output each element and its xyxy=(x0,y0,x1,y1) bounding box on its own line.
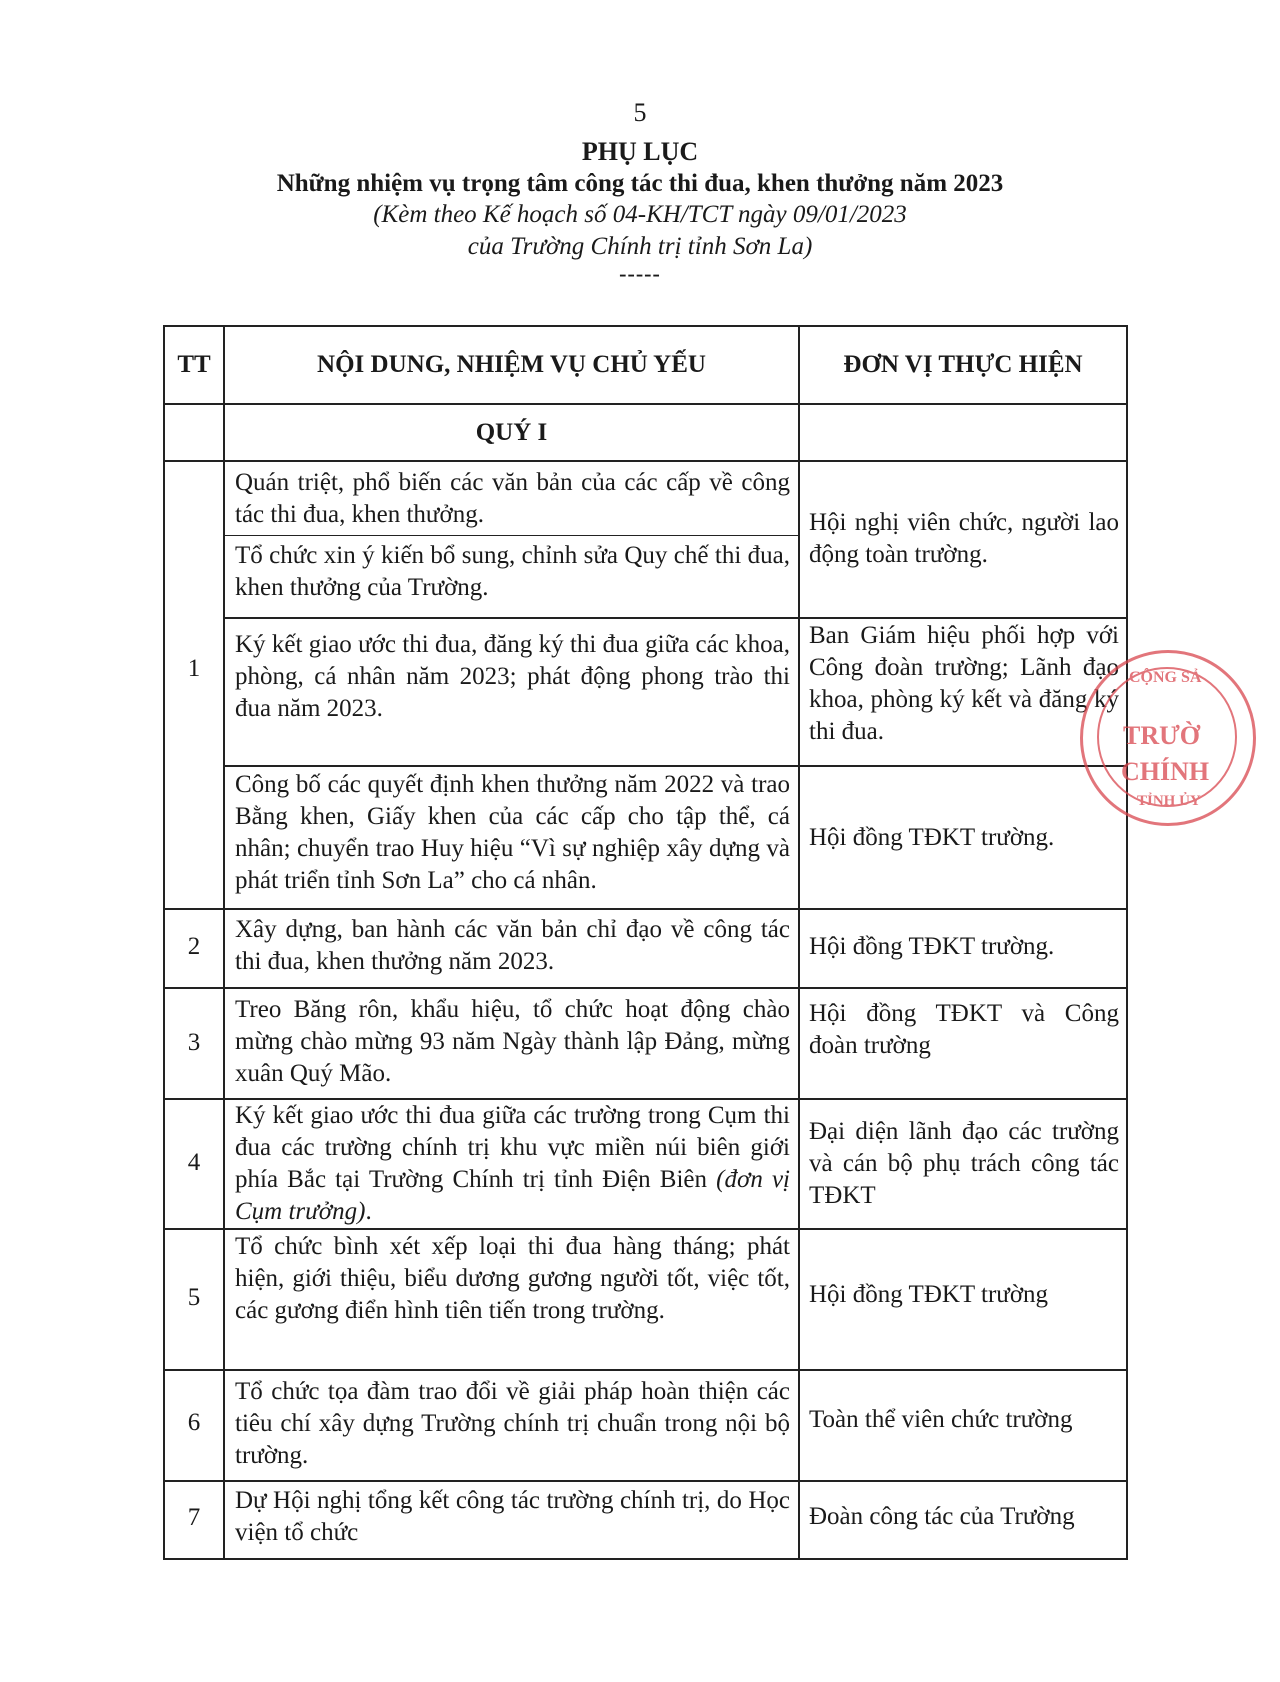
row-1-task-2: Tổ chức xin ý kiến bổ sung, chỉnh sửa Quy chế thi đua, khen thưởng của Trường. xyxy=(235,542,790,601)
stamp-arc-top: CỘNG SẢ xyxy=(1129,669,1202,686)
row-7-task: Dự Hội nghị tổng kết công tác trường chính trị, do Học viện tổ chức xyxy=(235,1487,790,1546)
stamp-line-1: TRƯỜ xyxy=(1123,721,1201,750)
row-2-task: Xây dựng, ban hành các văn bản chỉ đạo về công tác thi đua, khen thưởng năm 2023. xyxy=(235,916,790,975)
row-1-task-3: Ký kết giao ước thi đua, đăng ký thi đua giữa các khoa, phòng, cá nhân năm 2023; phát động phong trào thi đua năm 2023. xyxy=(235,631,790,722)
attachment-line-1: (Kèm theo Kế hoạch số 04-KH/TCT ngày 09/01/2023 xyxy=(373,201,907,228)
row-4-unit: Đại diện lãnh đạo các trường và cán bộ phụ trách công tác TĐKT xyxy=(809,1118,1119,1209)
section-label: QUÝ I xyxy=(475,418,548,446)
official-seal-stamp xyxy=(1080,650,1256,826)
row-3-unit: Hội đồng TĐKT và Công đoàn trường xyxy=(809,1000,1119,1059)
stamp-line-2: CHÍNH xyxy=(1121,757,1210,786)
appendix-title: PHỤ LỤC xyxy=(581,137,699,166)
stamp-arc-bottom: TỈNH ỦY xyxy=(1137,793,1201,809)
page-number: 5 xyxy=(633,98,647,127)
row-3-tt: 3 xyxy=(187,1029,201,1056)
row-6-task: Tổ chức tọa đàm trao đổi về giải pháp hoàn thiện các tiêu chí xây dựng Trường chính trị chuẩn trong nội bộ trường. xyxy=(235,1378,790,1469)
row-4-task-text: Ký kết giao ước thi đua giữa các trường trong Cụm thi đua các trường chính trị khu vực miền núi biên giới phía Bắc tại Trường Chính trị tỉnh Điện Biên xyxy=(235,1102,790,1193)
row-4-tt: 4 xyxy=(187,1149,201,1176)
row-1-task-4: Công bố các quyết định khen thưởng năm 2022 và trao Bằng khen, Giấy khen của các cấp cho tập thể, cá nhân; chuyển trao Huy hiệu “Vì sự nghiệp xây dựng và phát triển tỉnh Sơn La” cho cá nhân. xyxy=(235,771,790,894)
row-1-unit-3: Hội đồng TĐKT trường. xyxy=(809,824,1055,851)
row-6-tt: 6 xyxy=(187,1409,201,1436)
row-7-unit: Đoàn công tác của Trường xyxy=(809,1503,1075,1530)
appendix-subtitle: Những nhiệm vụ trọng tâm công tác thi đua, khen thưởng năm 2023 xyxy=(276,170,1004,197)
separator: ----- xyxy=(619,261,661,286)
row-1-unit-1: Hội nghị viên chức, người lao động toàn trường. xyxy=(809,509,1119,568)
row-5-tt: 5 xyxy=(187,1284,201,1311)
attachment-line-2: của Trường Chính trị tỉnh Sơn La) xyxy=(467,233,813,260)
header-unit: ĐƠN VỊ THỰC HIỆN xyxy=(843,351,1083,378)
row-4-task-italic: (đơn vị Cụm trưởng) xyxy=(235,1166,790,1225)
row-4-task-end: . xyxy=(365,1198,372,1225)
row-1-task-1: Quán triệt, phổ biến các văn bản của các cấp về công tác thi đua, khen thưởng. xyxy=(235,469,790,528)
row-1-tt: 1 xyxy=(187,655,201,682)
row-7-tt: 7 xyxy=(187,1504,201,1531)
row-2-tt: 2 xyxy=(187,933,201,960)
header-content: NỘI DUNG, NHIỆM VỤ CHỦ YẾU xyxy=(317,351,706,378)
row-5-unit: Hội đồng TĐKT trường xyxy=(809,1281,1049,1308)
row-4-task xyxy=(235,1100,790,1228)
row-3-task: Treo Băng rôn, khẩu hiệu, tổ chức hoạt động chào mừng chào mừng 93 năm Ngày thành lập Đảng, mừng xuân Quý Mão. xyxy=(235,996,790,1087)
row-2-unit: Hội đồng TĐKT trường. xyxy=(809,933,1055,960)
row-5-task: Tổ chức bình xét xếp loại thi đua hàng tháng; phát hiện, giới thiệu, biểu dương gương người tốt, việc tốt, các gương điển hình tiên tiến trong trường. xyxy=(235,1233,790,1324)
row-6-unit: Toàn thể viên chức trường xyxy=(809,1406,1073,1433)
row-1-unit-2: Ban Giám hiệu phối hợp với Công đoàn trường; Lãnh đạo khoa, phòng ký kết và đăng ký thi đua. xyxy=(809,622,1119,745)
header-tt: TT xyxy=(177,351,211,378)
